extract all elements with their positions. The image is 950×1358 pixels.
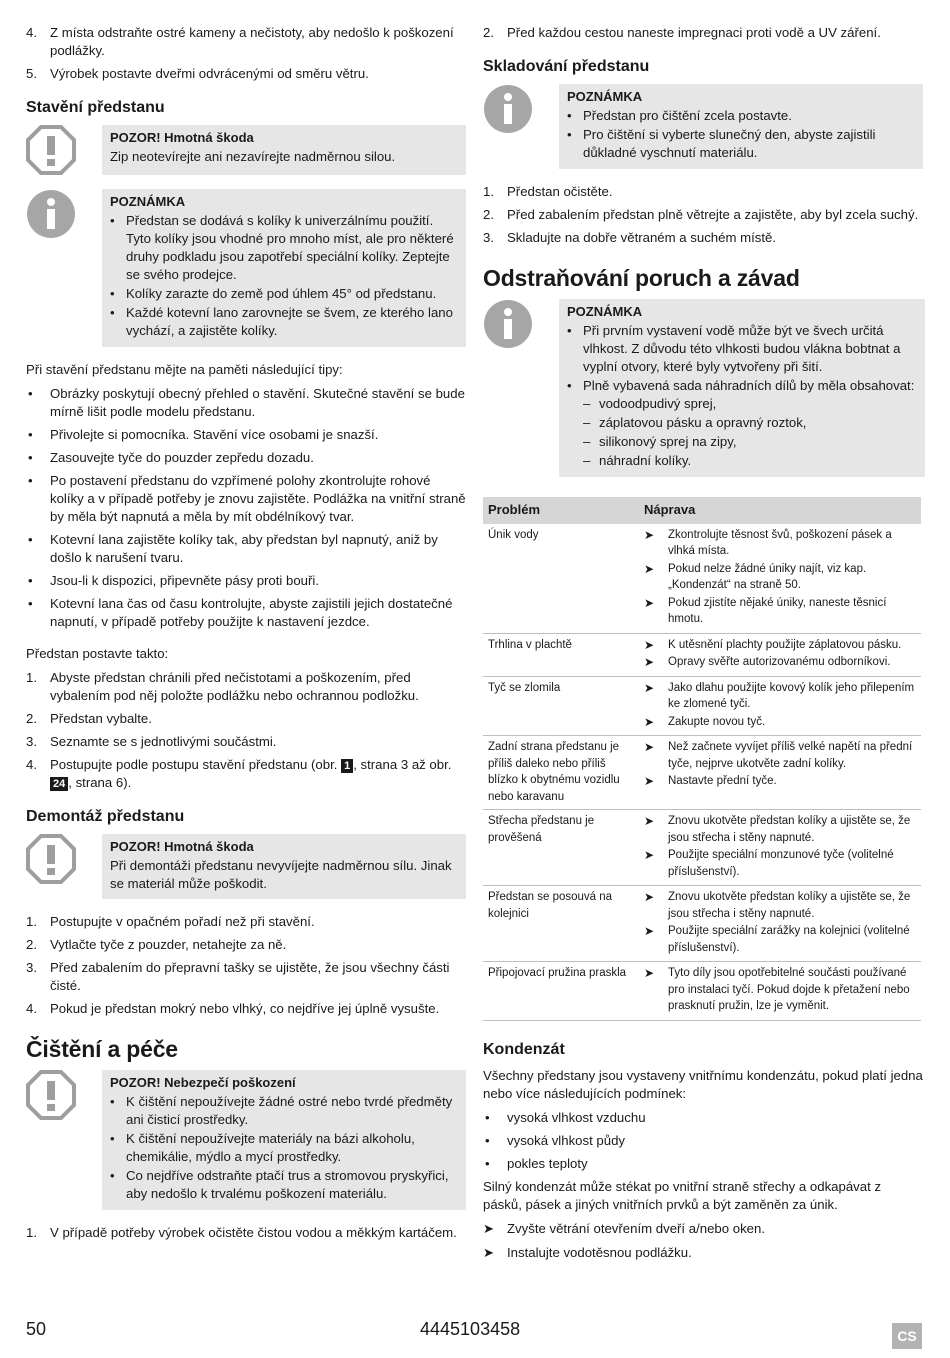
list-item: • vysoká vlhkost vzduchu: [483, 1109, 923, 1127]
list-item: • Po postavení předstanu do vzpřímené polohy zkontrolujte rohové kolíky a v případě potřeby je znovu zajistěte. Podlážka na vnitřní straně by měla být napnutá a měla by mít obdélníkový tvar.: [26, 472, 466, 526]
list-item: 3. Skladujte na dobře větraném a suchém místě.: [483, 230, 777, 245]
left-column: [26, 24, 466, 1247]
note-box: [26, 189, 466, 347]
list-item: 1. Předstan očistěte.: [483, 184, 613, 199]
list-item: – náhradní kolíky.: [583, 452, 917, 470]
list-item: • K čištění nepoužívejte materiály na bázi alkoholu, chemikálie, mýdlo a mycí prostředky.: [110, 1130, 458, 1166]
warning-icon: [26, 1070, 102, 1210]
list-item: 4. Z místa odstraňte ostré kameny a nečistoty, aby nedošlo k poškození podlážky.: [26, 25, 454, 58]
language-badge: CS: [892, 1323, 922, 1349]
kondenzat-para: Silný kondenzát může stékat po vnitřní straně střechy a odkapávat z pásků, pásek a jiných vnitřních prvků a být zaměněn za únik.: [483, 1178, 882, 1212]
steps-intro: Předstan postavte takto:: [26, 646, 169, 661]
table-row: Tyč se zlomila ➤ Jako dlahu použijte kovový kolík jeho přilepením ke zlomené tyči. ➤ Zakupte novou tyč.: [483, 676, 921, 736]
note-title: POZNÁMKA: [567, 304, 643, 319]
list-item: 1. Abyste předstan chránili před nečistotami a poškozením, před vybalením pod něj položte podlážku nebo ochrannou podložku.: [26, 670, 419, 703]
list-item: ➤ Zvyšte větrání otevřením dveří a/nebo oken.: [483, 1220, 923, 1238]
document-code: 4445103458: [420, 1319, 521, 1339]
warning-title: POZOR! Nebezpečí poškození: [110, 1075, 296, 1090]
list-item: 3. Seznamte se s jednotlivými součástmi.: [26, 734, 277, 749]
right-column: [483, 24, 923, 1268]
warning-text: Při demontáži předstanu nevyvíjejte nadměrnou sílu. Jinak se materiál může poškodit.: [110, 858, 452, 891]
note-title: POZNÁMKA: [110, 194, 186, 209]
warning-icon: [26, 125, 102, 175]
section-heading-skladovani: Skladování předstanu: [483, 58, 650, 75]
list-item: • Předstan se dodává s kolíky k univerzálnímu použití. Tyto kolíky jsou vhodné pro mnoho míst, ale pro některé druhy podkladu jsou zapotřebí speciální kolíky. Zeptejte se svého prodejce.: [110, 212, 458, 284]
intro-steps: [26, 24, 466, 83]
list-item: • Přivolejte si pomocníka. Stavění více osobami je snazší.: [26, 426, 466, 444]
setup-steps: [26, 669, 466, 792]
warning-text: Zip neotevírejte ani nezavírejte nadměrnou silou.: [110, 149, 396, 164]
list-item: • Každé kotevní lano zarovnejte se švem, ze kterého lano vychází, a zajistěte kolíky.: [110, 304, 458, 340]
kondenzat-intro: Všechny předstany jsou vystaveny vnitřnímu kondenzátu, pokud platí jedna nebo více následujících podmínek:: [483, 1067, 923, 1101]
dismantle-steps: [26, 913, 466, 1018]
warning-box: [26, 1070, 466, 1210]
list-item: 1. V případě potřeby výrobek očistěte čistou vodou a měkkým kartáčem.: [26, 1225, 457, 1240]
table-row: Předstan se posouvá na kolejnici ➤ Znovu ukotvěte předstan kolíky a ujistěte se, že jsou střecha i stěny napnuté. ➤ Použijte speciální zarážky na kolejnici (volitelné příslušenství).: [483, 886, 921, 962]
list-item: • Plně vybavená sada náhradních dílů by měla obsahovat: – vodoodpudivý sprej, – záplatovou pásku a opravný roztok, – silikonový sprej na zipy, – náhradní kolíky.: [567, 377, 917, 470]
troubleshooting-table: [483, 497, 921, 1021]
figure-badge: 24: [50, 777, 68, 791]
tips-intro: Při stavění předstanu mějte na paměti následující tipy:: [26, 362, 343, 377]
list-item: 4. Postupujte podle postupu stavění předstanu (obr. 1 , strana 3 až obr. 24 , strana 6).: [26, 757, 452, 790]
list-item: ➤ Instalujte vodotěsnou podlážku.: [483, 1244, 923, 1262]
cleaning-steps: [26, 1224, 466, 1242]
list-item: 2. Předstan vybalte.: [26, 711, 152, 726]
list-item: • Při prvním vystavení vodě může být ve švech určitá vlhkost. Z důvodu této vlhkosti budou vlákna bobtnat a vyplní otvory, které byly vytvořeny při šití.: [567, 322, 917, 376]
table-row: Připojovací pružina praskla ➤ Tyto díly jsou opotřebitelné součásti používané pro instalaci tyčí. Pokud dojde k přetažení nebo prasknutí pružin, lze je vyměnit.: [483, 962, 921, 1021]
list-item: • vysoká vlhkost půdy: [483, 1132, 923, 1150]
list-item: • Zasouvejte tyče do pouzder zepředu dozadu.: [26, 449, 466, 467]
list-item: • Kotevní lana zajistěte kolíky tak, aby předstan byl napnutý, aniž by došlo k narušení tvaru.: [26, 531, 466, 567]
section-heading-demontaz: Demontáž předstanu: [26, 808, 185, 825]
list-item: • K čištění nepoužívejte žádné ostré nebo tvrdé předměty ani čisticí prostředky.: [110, 1093, 458, 1129]
list-item: • Kolíky zarazte do země pod úhlem 45° od předstanu.: [110, 285, 458, 303]
note-title: POZNÁMKA: [567, 89, 643, 104]
list-item: • Jsou-li k dispozici, připevněte pásy proti bouři.: [26, 572, 466, 590]
warning-box: [26, 125, 466, 175]
list-item: • pokles teploty: [483, 1155, 923, 1173]
list-item: – záplatovou pásku a opravný roztok,: [583, 414, 917, 432]
table-row: Únik vody ➤ Zkontrolujte těsnost švů, poškození pásek a vlhká místa. ➤ Pokud nelze žádné úniky najít, viz kap. „Kondenzát“ na straně 50. ➤ Pokud zjistíte nějaké úniky, naneste těsnicí hmotu.: [483, 524, 921, 634]
table-header: Problém: [483, 497, 639, 524]
section-heading-kondenzat: Kondenzát: [483, 1040, 565, 1058]
list-item: – silikonový sprej na zipy,: [583, 433, 917, 451]
section-heading-staveni: Stavění předstanu: [26, 99, 165, 116]
list-item: 2. Vytlačte tyče z pouzder, netahejte za ně.: [26, 937, 287, 952]
list-item: • Co nejdříve odstraňte ptačí trus a stromovou pryskyřici, aby nedošlo k trvalému poškození materiálu.: [110, 1167, 458, 1203]
section-heading-poruchy: Odstraňování poruch a závad: [483, 265, 800, 291]
storage-steps: [483, 183, 923, 247]
warning-box: [26, 834, 466, 899]
list-item: – vodoodpudivý sprej,: [583, 395, 917, 413]
info-icon: [26, 189, 102, 347]
list-item: 1. Postupujte v opačném pořadí než při stavění.: [26, 914, 315, 929]
list-item: 5. Výrobek postavte dveřmi odvrácenými od směru větru.: [26, 66, 369, 81]
warning-title: POZOR! Hmotná škoda: [110, 130, 254, 145]
table-row: Trhlina v plachtě ➤ K utěsnění plachty použijte záplatovou pásku. ➤ Opravy svěřte autorizovanému odborníkovi.: [483, 633, 921, 676]
condition-list: [483, 1109, 923, 1173]
list-item: • Pro čištění si vyberte slunečný den, abyste zajistili důkladné vyschnutí materiálu.: [567, 126, 915, 162]
list-item: • Předstan pro čištění zcela postavte.: [567, 107, 915, 125]
page-number: 50: [26, 1319, 47, 1339]
note-box: [483, 84, 923, 169]
table-row: Střecha předstanu je prověšená ➤ Znovu ukotvěte předstan kolíky a ujistěte se, že jsou střecha i stěny napnuté. ➤ Použijte speciální monzunové tyče (volitelné příslušenství).: [483, 810, 921, 886]
info-icon: [483, 84, 559, 169]
action-list: [483, 1220, 923, 1262]
table-row: Zadní strana předstanu je příliš daleko nebo příliš blízko k obytnému vozidlu nebo karavanu ➤ Než začnete vyvíjet příliš velké napětí na přední tyče, nejprve ukotvěte zadní kolíky. ➤ Nastavte přední tyče.: [483, 736, 921, 810]
list-item: 3. Před zabalením do přepravní tašky se ujistěte, že jsou všechny části čisté.: [26, 960, 450, 993]
tips-list: [26, 385, 466, 631]
note-box: [483, 299, 923, 477]
figure-badge: 1: [341, 759, 353, 773]
list-item: 2. Před každou cestou naneste impregnaci proti vodě a UV záření.: [483, 25, 881, 40]
list-item: • Kotevní lana čas od času kontrolujte, abyste zajistili jejich dostatečné napnutí, v případě potřeby použijte k nastavení jezdce.: [26, 595, 466, 631]
warning-icon: [26, 834, 102, 899]
list-item: 2. Před zabalením předstan plně větrejte a zajistěte, aby byl zcela suchý.: [483, 207, 919, 222]
table-header: Náprava: [639, 497, 921, 524]
warning-title: POZOR! Hmotná škoda: [110, 839, 254, 854]
info-icon: [483, 299, 559, 477]
list-item: • Obrázky poskytují obecný přehled o stavění. Skutečné stavění se bude mírně lišit podle modelu předstanu.: [26, 385, 466, 421]
section-heading-cisteni: Čištění a péče: [26, 1036, 178, 1062]
top-steps: [483, 24, 923, 42]
list-item: 4. Pokud je předstan mokrý nebo vlhký, co nejdříve jej úplně vysušte.: [26, 1001, 440, 1016]
